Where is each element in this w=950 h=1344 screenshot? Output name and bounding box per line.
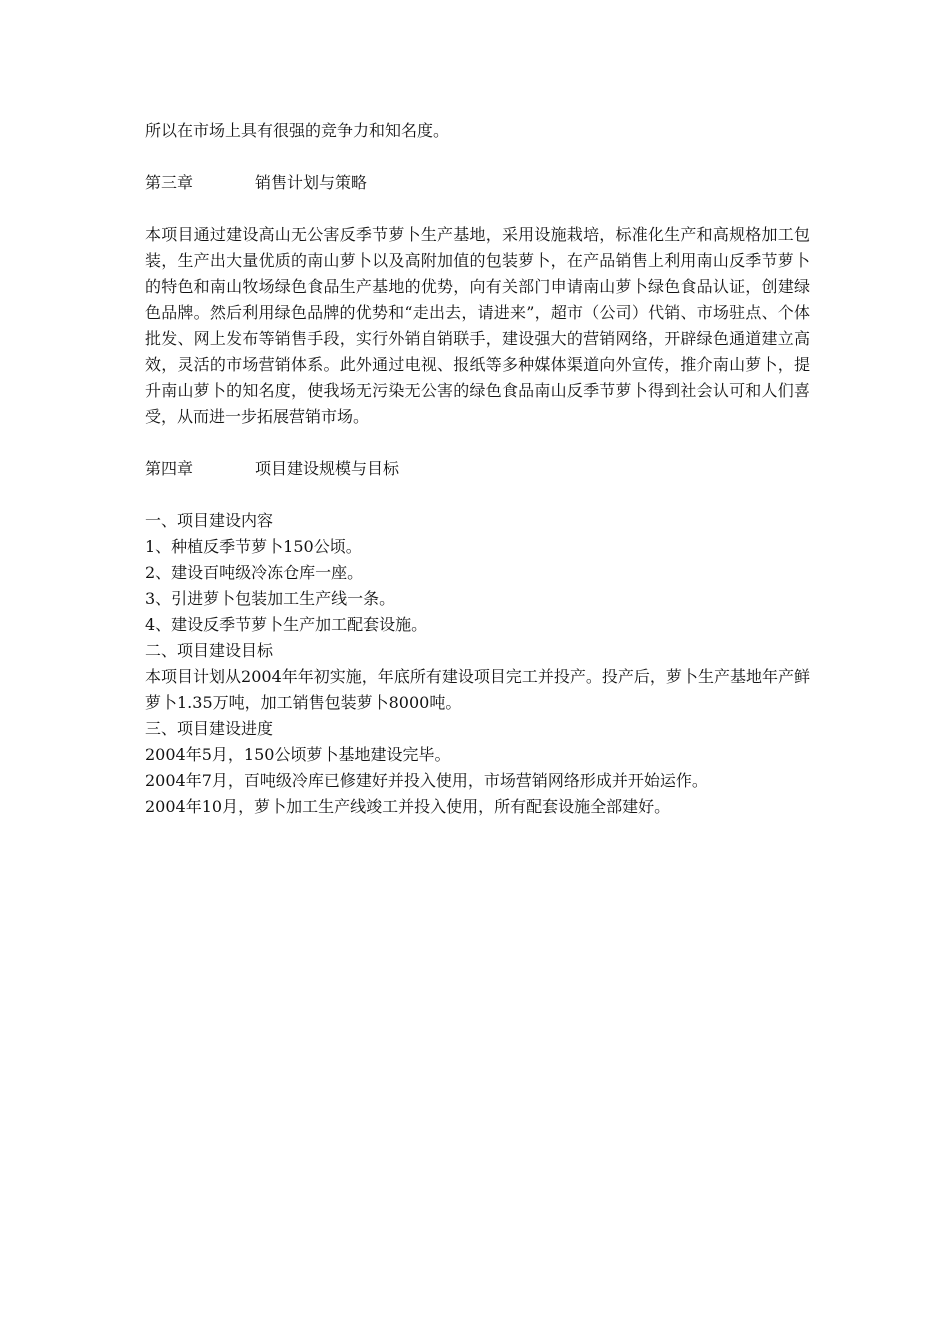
section-2-paragraph: 本项目计划从2004年年初实施，年底所有建设项目完工并投产。投产后，萝卜生产基地年产鲜萝卜1.35万吨，加工销售包装萝卜8000吨。 xyxy=(145,667,810,712)
list-item: 2、建设百吨级冷冻仓库一座。 xyxy=(145,563,364,582)
chapter-3-title: 销售计划与策略 xyxy=(255,173,368,192)
list-item: 3、引进萝卜包装加工生产线一条。 xyxy=(145,589,396,608)
chapter-3-number: 第三章 xyxy=(145,173,194,192)
section-3-heading: 三、项目建设进度 xyxy=(145,719,274,738)
chapter-4-heading xyxy=(145,456,810,482)
list-item: 2004年5月，150公顷萝卜基地建设完毕。 xyxy=(145,745,451,764)
chapter-3-heading xyxy=(145,170,810,196)
list-item: 2004年10月，萝卜加工生产线竣工并投入使用，所有配套设施全部建好。 xyxy=(145,797,671,816)
chapter-3-paragraph: 本项目通过建设高山无公害反季节萝卜生产基地，采用设施栽培，标准化生产和高规格加工包装，生产出大量优质的南山萝卜以及高附加值的包装萝卜，在产品销售上利用南山反季节萝卜的特色和南山牧场绿色食品生产基地的优势，向有关部门申请南山萝卜绿色食品认证，创建绿色品牌。然后利用绿色品牌的优势和“走出去，请进来”，超市（公司）代销、市场驻点、个体批发、网上发布等销售手段，实行外销自销联手，建设强大的营销网络，开辟绿色通道建立高效，灵活的市场营销体系。此外通过电视、报纸等多种媒体渠道向外宣传，推介南山萝卜，提升南山萝卜的知名度，使我场无污染无公害的绿色食品南山反季节萝卜得到社会认可和人们喜受，从而进一步拓展营销市场。 xyxy=(145,225,810,426)
chapter-4-title: 项目建设规模与目标 xyxy=(255,459,400,478)
list-item: 2004年7月，百吨级冷库已修建好并投入使用，市场营销网络形成并开始运作。 xyxy=(145,771,708,790)
section-1-heading: 一、项目建设内容 xyxy=(145,511,274,530)
intro-tail-text: 所以在市场上具有很强的竞争力和知名度。 xyxy=(145,121,450,140)
section-2-heading: 二、项目建设目标 xyxy=(145,641,274,660)
spacer xyxy=(145,144,810,170)
spacer xyxy=(145,430,810,456)
chapter-4-number: 第四章 xyxy=(145,459,194,478)
spacer xyxy=(145,482,810,508)
list-item: 4、建设反季节萝卜生产加工配套设施。 xyxy=(145,615,428,634)
list-item: 1、种植反季节萝卜150公顷。 xyxy=(145,537,362,556)
document-body xyxy=(145,118,810,820)
spacer xyxy=(145,196,810,222)
